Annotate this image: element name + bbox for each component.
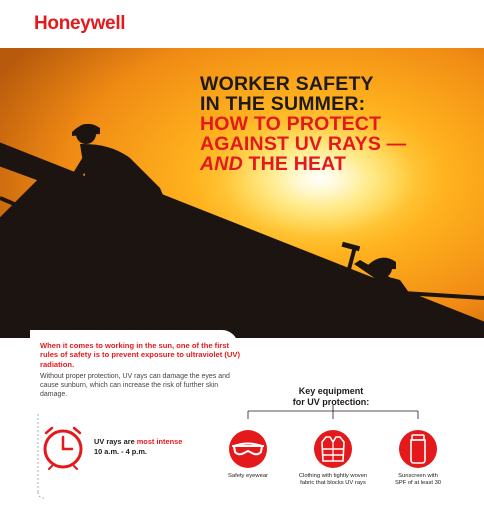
- intro-headline: When it comes to working in the sun, one of the first rules of safety is to prevent exposure to ultraviolet (UV) radiation.: [40, 341, 241, 369]
- title-the-heat: THE HEAT: [242, 153, 347, 175]
- honeywell-logo: Honeywell: [34, 13, 126, 34]
- eyewear-label-line-1: Safety eyewear: [228, 473, 268, 479]
- intro-body: Without proper protection, UV rays can damage the eyes and cause sunburn, which can increase the risk of further skin damage.: [40, 373, 230, 398]
- clock-icon: [40, 424, 86, 470]
- title-line-5: [200, 154, 470, 174]
- key-title-line-1: Key equipment: [298, 386, 364, 396]
- page-title: [200, 74, 470, 174]
- equipment-label-sunscreen: [368, 473, 468, 487]
- safety-eyewear-icon: [217, 418, 279, 480]
- uv-hours: 10 a.m. - 4 p.m.: [94, 447, 147, 456]
- uv-prefix: UV rays are: [94, 437, 137, 446]
- sunscreen-label-line-1: Sunscreen with: [398, 473, 438, 479]
- title-line-3: HOW TO PROTECT: [200, 113, 382, 135]
- title-line-2: IN THE SUMMER:: [200, 93, 366, 115]
- clothing-label-line-1: Clothing with tightly woven: [298, 473, 368, 479]
- clothing-label-line-2: fabric that blocks UV rays: [300, 480, 366, 487]
- sunscreen-label-line-2: SPF of at least 30: [394, 480, 442, 487]
- key-title-line-2: for UV protection:: [292, 397, 370, 407]
- title-and: AND: [200, 153, 243, 175]
- vest-icon: [302, 418, 364, 480]
- header: [0, 0, 484, 48]
- sunscreen-icon: [387, 418, 449, 480]
- title-line-1: WORKER SAFETY: [200, 73, 374, 95]
- uv-highlight: most intense: [136, 437, 183, 446]
- uv-intensity-text: [94, 437, 204, 457]
- title-line-4: AGAINST UV RAYS —: [200, 133, 407, 155]
